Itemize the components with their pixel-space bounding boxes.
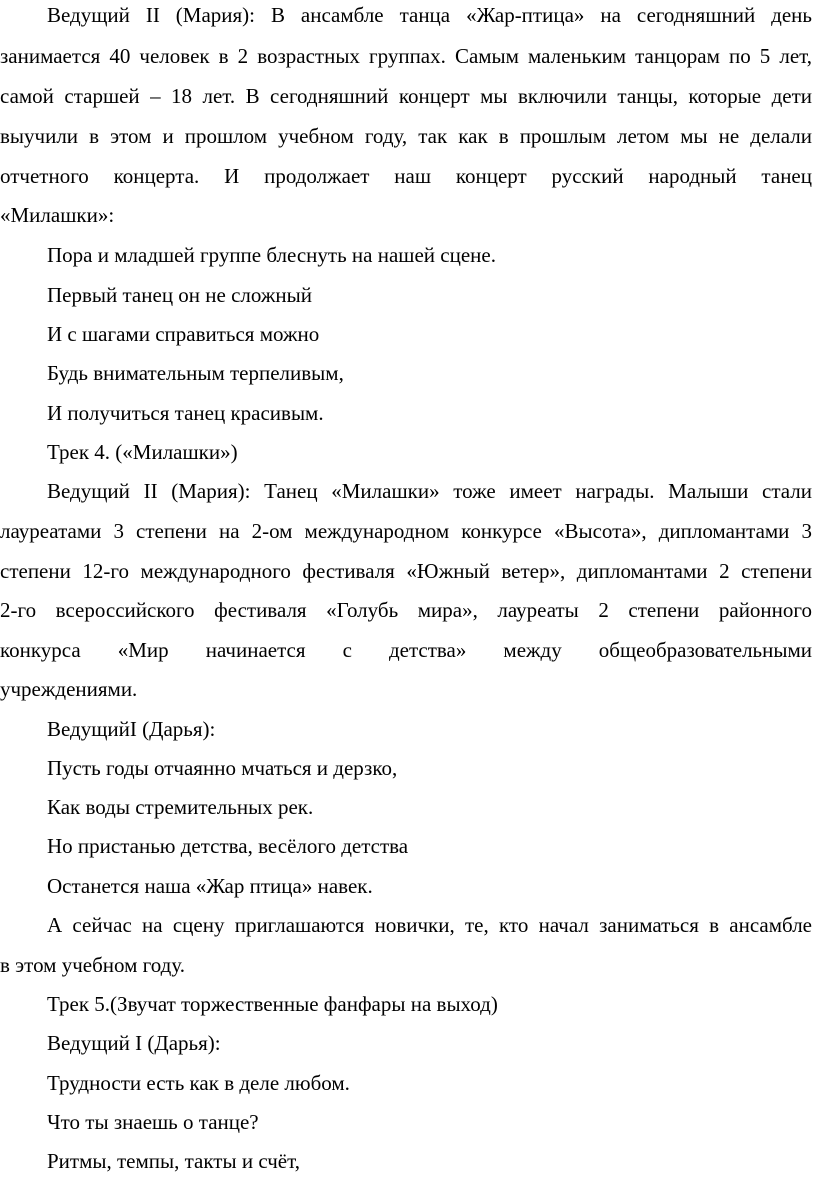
text-line: И получиться танец красивым.: [47, 401, 324, 425]
text-line: Трек 5.(Звучат торжественные фанфары на выход): [47, 992, 498, 1016]
text-line: Что ты знаешь о танце?: [47, 1110, 259, 1134]
text-line: Ведущий II (Мария): В ансамбле танца «Жар-птица» на сегодняшний день: [47, 3, 812, 27]
text-line: «Милашки»:: [0, 203, 115, 227]
text-line: Будь внимательным терпеливым,: [47, 361, 344, 385]
text-line: И с шагами справиться можно: [47, 322, 320, 346]
text-line: Трудности есть как в деле любом.: [47, 1071, 350, 1095]
text-line: выучили в этом и прошлом учебном году, так как в прошлым летом мы не делали: [0, 124, 812, 148]
text-line: Но пристанью детства, весёлого детства: [47, 834, 409, 858]
text-line: степени 12-го международного фестиваля «Южный ветер», дипломантами 2 степени: [0, 559, 812, 583]
text-line: самой старшей – 18 лет. В сегодняшний концерт мы включили танцы, которые дети: [0, 84, 812, 108]
text-line: Трек 4. («Милашки»): [47, 440, 238, 464]
text-line: А сейчас на сцену приглашаются новички, те, кто начал заниматься в ансамбле: [47, 913, 812, 937]
text-line: конкурса «Мир начинается с детства» между общеобразовательными: [0, 638, 812, 662]
text-line: в этом учебном году.: [0, 953, 185, 977]
text-line: лауреатами 3 степени на 2-ом международном конкурсе «Высота», дипломантами 3: [0, 519, 812, 543]
text-line: Пора и младшей группе блеснуть на нашей сцене.: [47, 243, 496, 267]
text-line: Ведущий I (Дарья):: [47, 1031, 221, 1055]
text-line: занимается 40 человек в 2 возрастных группах. Самым маленьким танцорам по 5 лет,: [0, 44, 812, 68]
text-line: Пусть годы отчаянно мчаться и дерзко,: [47, 756, 398, 780]
text-line: Как воды стремительных рек.: [47, 795, 314, 819]
text-line: Ведущий II (Мария): Танец «Милашки» тоже имеет награды. Малыши стали: [47, 479, 812, 503]
text-line: Ритмы, темпы, такты и счёт,: [47, 1149, 300, 1173]
text-line: 2-го всероссийского фестиваля «Голубь мира», лауреаты 2 степени районного: [0, 598, 812, 622]
text-line: отчетного концерта. И продолжает наш концерт русский народный танец: [0, 164, 812, 188]
text-line: Первый танец он не сложный: [47, 283, 312, 307]
text-line: ВедущийI (Дарья):: [47, 717, 216, 741]
text-line: учреждениями.: [0, 677, 138, 701]
text-line: Останется наша «Жар птица» навек.: [47, 874, 373, 898]
